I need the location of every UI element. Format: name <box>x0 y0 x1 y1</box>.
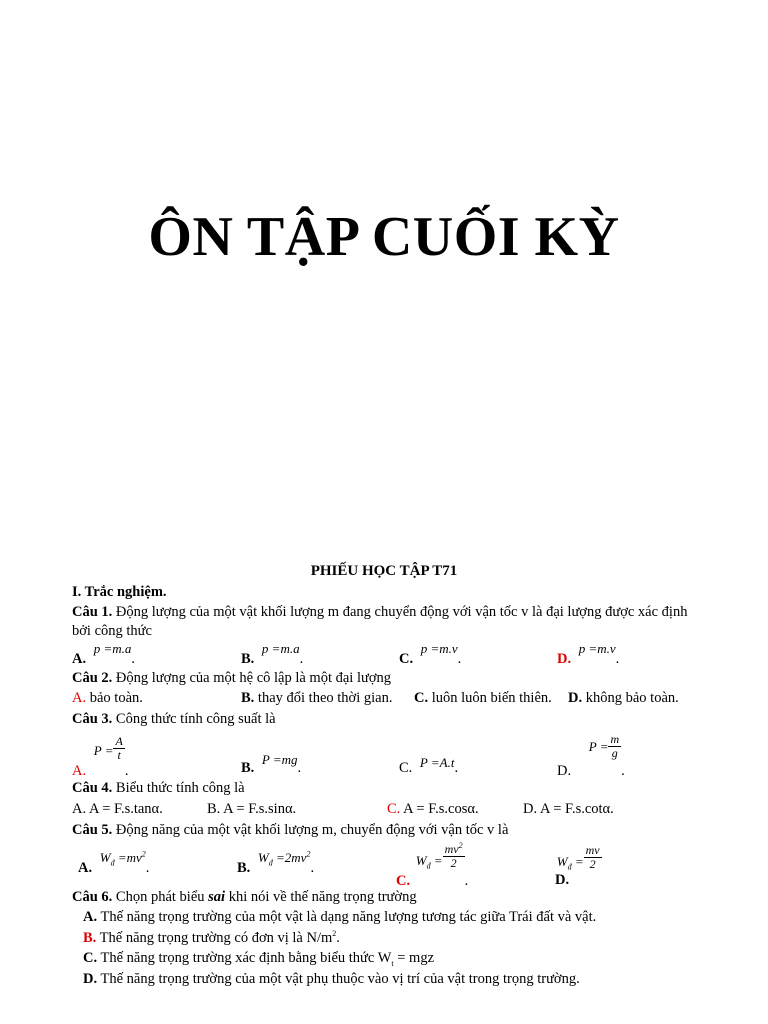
option-letter: A. <box>78 860 93 877</box>
q3-option-b <box>241 752 302 776</box>
superscript: 2 <box>141 850 146 859</box>
option-letter-correct: B. <box>83 929 97 946</box>
option-letter: D. <box>555 872 570 889</box>
option-text-tail: = mgz <box>393 950 435 966</box>
formula-symbol: W <box>257 850 269 866</box>
formula: p =m.a <box>261 641 300 656</box>
option-letter: B. <box>241 690 255 706</box>
q6-option-a <box>83 909 596 926</box>
option-letter: A. <box>72 801 87 817</box>
formula <box>99 850 146 868</box>
option-text: A = F.s.tanα. <box>88 801 163 817</box>
question-4 <box>72 780 245 797</box>
denominator: g <box>611 745 618 760</box>
question-5-label: Câu 5. <box>72 822 113 838</box>
numerator: m <box>610 732 620 746</box>
punct: . <box>131 651 136 667</box>
option-letter: B. <box>241 651 255 667</box>
formula-lhs: P = <box>588 739 609 755</box>
q6-option-c <box>83 950 434 968</box>
q5-option-c <box>396 841 469 889</box>
q1-option-c <box>399 641 462 667</box>
q4-option-d <box>523 801 614 818</box>
question-2 <box>72 670 391 687</box>
numerator-text: mv <box>444 842 459 856</box>
question-1-line2: bởi công thức <box>72 623 152 639</box>
option-letter: B. <box>237 860 251 877</box>
numerator <box>443 842 465 857</box>
formula: P =A.t <box>419 755 455 770</box>
q5-option-b <box>237 850 315 877</box>
option-letter-correct: D. <box>557 651 572 667</box>
emphasis: sai <box>208 889 226 905</box>
q3-option-a <box>72 734 129 780</box>
q1-option-a <box>72 641 136 667</box>
formula-rhs: =2mv <box>276 850 307 866</box>
punct: . <box>336 929 340 946</box>
formula: P =mg <box>261 752 298 767</box>
fraction <box>584 844 602 870</box>
main-title: ÔN TẬP CUỐI KỲ <box>148 206 620 268</box>
option-letter: A. <box>72 651 87 667</box>
option-letter: D. <box>83 971 98 987</box>
option-text: Thế năng trọng trường của một vật phụ thuộc vào vị trí của vật trong trọng trường. <box>100 971 580 987</box>
subscript: đ <box>426 861 431 871</box>
fraction <box>608 733 621 759</box>
punct: . <box>145 860 150 877</box>
formula-symbol: W <box>415 852 427 868</box>
question-6-text: Chọn phát biểu <box>115 889 205 905</box>
question-3-text: Công thức tính công suất là <box>115 711 276 727</box>
question-4-label: Câu 4. <box>72 780 113 796</box>
formula: p =m.v <box>578 641 616 656</box>
punct: . <box>615 651 620 667</box>
question-5 <box>72 822 508 839</box>
formula-lhs: P = <box>93 743 114 759</box>
option-letter: A. <box>83 909 98 925</box>
section-heading: I. Trắc nghiệm. <box>72 584 167 600</box>
punct: . <box>124 763 129 780</box>
option-letter-correct: A. <box>72 690 87 706</box>
punct: . <box>457 651 462 667</box>
q2-option-b <box>241 690 392 707</box>
option-text: không bảo toàn. <box>585 690 679 706</box>
question-6 <box>72 889 417 906</box>
option-letter-correct: C. <box>396 872 411 889</box>
fraction <box>443 842 465 869</box>
denominator: 2 <box>450 855 457 870</box>
q3-option-c <box>399 755 459 776</box>
superscript: 2 <box>458 841 463 850</box>
formula-rhs: =mv <box>117 850 142 866</box>
question-6-label: Câu 6. <box>72 889 113 905</box>
q5-option-a <box>78 850 150 877</box>
punct: . <box>299 651 304 667</box>
option-letter: C. <box>399 651 414 667</box>
option-text: A = F.s.cosα. <box>403 801 479 817</box>
option-text: A = F.s.cotα. <box>539 801 614 817</box>
option-text: bảo toàn. <box>89 690 143 706</box>
punct: . <box>464 872 469 889</box>
question-5-text: Động năng của một vật khối lượng m, chuyển động với vận tốc v là <box>115 822 509 838</box>
superscript: 2 <box>306 850 311 859</box>
superscript: 2 <box>332 929 337 938</box>
option-letter-correct: A. <box>72 763 87 780</box>
q1-option-d <box>557 641 620 667</box>
option-text: thay đổi theo thời gian. <box>257 690 393 706</box>
formula: p =m.v <box>420 641 458 656</box>
formula-lhs: $W_đ$ = <box>556 854 584 873</box>
question-3-label: Câu 3. <box>72 711 113 727</box>
formula: p =m.a <box>93 641 132 656</box>
question-1-line1 <box>72 604 687 621</box>
question-6-text-cont: khi nói về thế năng trọng trường <box>228 889 417 905</box>
option-text: Thế năng trọng trường xác định bằng biểu thức W <box>100 950 392 966</box>
option-letter: C. <box>83 950 98 966</box>
subscript: t <box>391 958 394 968</box>
denominator: t <box>117 747 121 762</box>
option-letter-correct: C. <box>387 801 401 817</box>
formula-lhs: $W_đ$ = <box>415 852 443 871</box>
formula <box>257 850 311 868</box>
q1-option-b <box>241 641 304 667</box>
denominator: 2 <box>589 856 596 871</box>
q2-option-a <box>72 690 143 707</box>
q2-option-d <box>568 690 679 707</box>
q4-option-c <box>387 801 479 818</box>
option-letter: B. <box>241 760 255 776</box>
fraction <box>113 735 124 761</box>
subscript: đ <box>110 858 115 868</box>
q3-option-d <box>557 732 625 780</box>
option-text: A = F.s.sinα. <box>223 801 297 817</box>
q4-option-b <box>207 801 296 818</box>
question-1-text: Động lượng của một vật khối lượng m đang chuyển động với vận tốc v là đại lượng được xác định <box>115 604 688 620</box>
q6-option-d <box>83 971 580 988</box>
option-letter: D. <box>523 801 538 817</box>
q4-option-a <box>72 801 163 818</box>
worksheet-title: PHIẾU HỌC TẬP T71 <box>310 563 458 579</box>
question-4-text: Biểu thức tính công là <box>115 780 245 796</box>
q2-option-c <box>414 690 552 707</box>
question-2-label: Câu 2. <box>72 670 113 686</box>
option-letter: C. <box>414 690 429 706</box>
q5-option-d <box>555 843 602 889</box>
option-letter: C. <box>399 760 413 776</box>
punct: . <box>310 860 315 877</box>
punct: . <box>454 760 459 776</box>
subscript: đ <box>268 858 273 868</box>
subscript: đ <box>567 863 572 873</box>
formula-symbol: W <box>556 854 568 870</box>
formula-symbol: W <box>99 850 111 866</box>
option-text: Thế năng trọng trường của một vật là dạng năng lượng tương tác giữa Trái đất và vật. <box>100 909 597 925</box>
question-3 <box>72 711 276 728</box>
option-text: Thế năng trọng trường có đơn vị là N/m <box>99 929 333 946</box>
question-2-text: Động lượng của một hệ cô lập là một đại lượng <box>115 670 392 686</box>
numerator: A <box>115 734 123 748</box>
option-text: luôn luôn biến thiên. <box>431 690 552 706</box>
option-letter: D. <box>557 763 572 780</box>
question-1-label: Câu 1. <box>72 604 113 620</box>
q6-option-b <box>83 929 340 947</box>
numerator: mv <box>585 843 600 857</box>
punct: . <box>621 763 625 780</box>
option-letter: D. <box>568 690 583 706</box>
option-letter: B. <box>207 801 221 817</box>
punct: . <box>297 760 302 776</box>
